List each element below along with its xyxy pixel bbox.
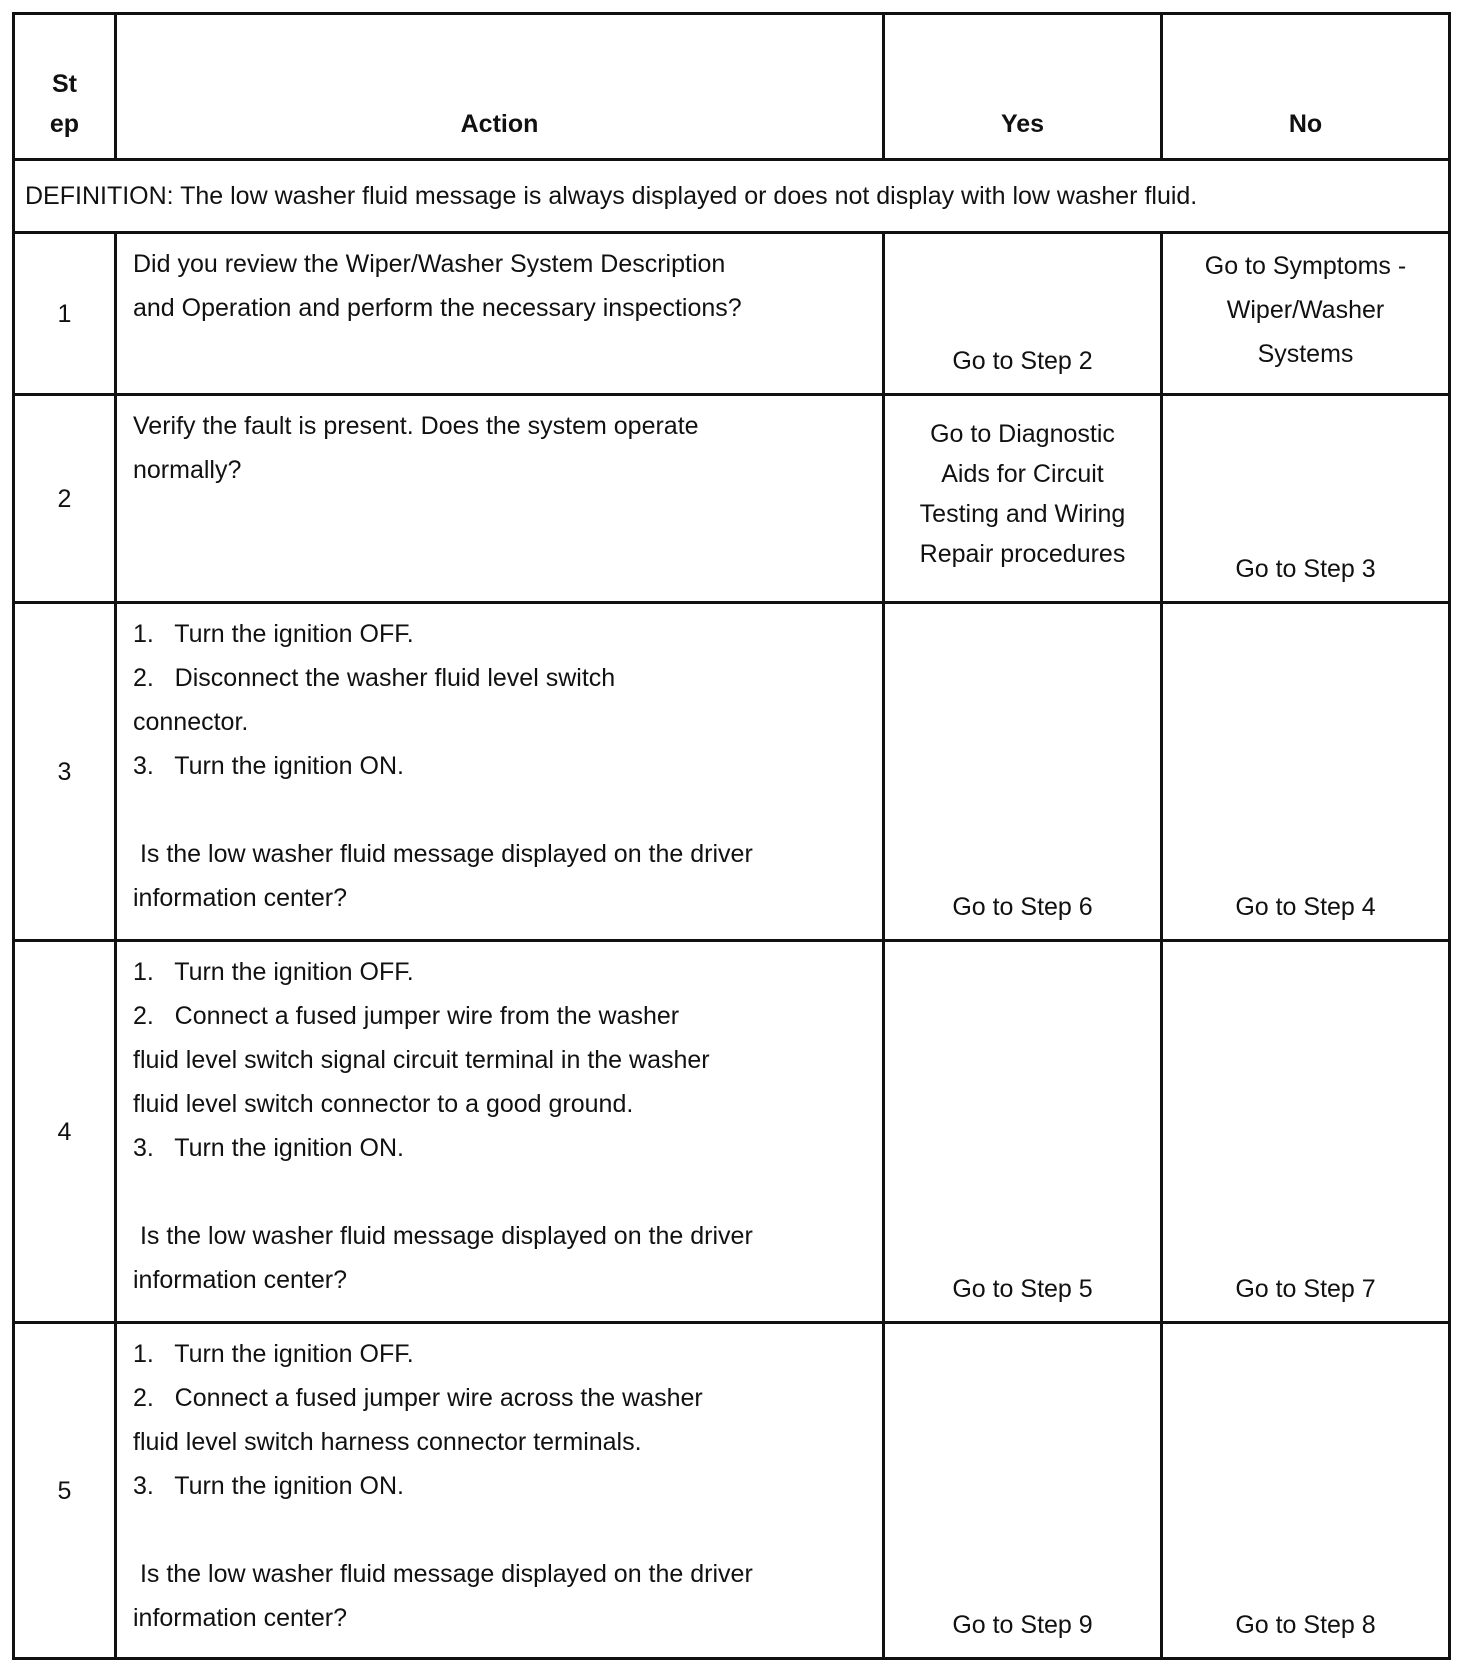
no-cell [1162, 941, 1450, 1323]
no-text: Go to Step 7 [1235, 1275, 1376, 1303]
header-step-line: ep [49, 110, 80, 138]
diagnostic-table [12, 12, 1451, 1660]
action-line: 2. Connect a fused jumper wire from the washer [133, 1002, 680, 1030]
action-line: and Operation and perform the necessary inspections? [133, 294, 742, 322]
step-number: 2 [14, 395, 116, 603]
action-line [133, 1170, 866, 1214]
action-line: 3. Turn the ignition ON. [133, 1472, 404, 1500]
action-line: information center? [133, 884, 348, 912]
table-row [14, 395, 1450, 603]
yes-text: Go to Diagnostic [930, 420, 1115, 448]
no-cell [1162, 603, 1450, 941]
action-cell [116, 395, 884, 603]
no-text: Go to Step 3 [1235, 555, 1376, 583]
action-line: normally? [133, 456, 242, 484]
action-line: 2. Disconnect the washer fluid level switch [133, 664, 616, 692]
definition-row [14, 160, 1450, 233]
header-row [14, 14, 1450, 160]
header-action: Action [116, 14, 884, 160]
yes-cell [884, 603, 1162, 941]
step-number: 3 [14, 603, 116, 941]
definition-text: DEFINITION: The low washer fluid message is always displayed or does not display with low washer fluid. [14, 160, 1450, 233]
step-number: 5 [14, 1323, 116, 1659]
action-line [133, 1508, 866, 1552]
yes-cell [884, 941, 1162, 1323]
action-line: information center? [133, 1604, 348, 1632]
no-text: Systems [1257, 340, 1354, 368]
action-line: 1. Turn the ignition OFF. [133, 958, 414, 986]
yes-cell [884, 233, 1162, 395]
no-cell [1162, 233, 1450, 395]
action-cell [116, 1323, 884, 1659]
action-line: Is the low washer fluid message displayed on the driver [133, 840, 753, 868]
action-line: 1. Turn the ignition OFF. [133, 620, 414, 648]
header-step [14, 14, 116, 160]
action-line: 1. Turn the ignition OFF. [133, 1340, 414, 1368]
yes-text: Go to Step 6 [952, 893, 1093, 921]
table-row [14, 941, 1450, 1323]
action-line: Did you review the Wiper/Washer System Description [133, 250, 726, 278]
action-line: information center? [133, 1266, 348, 1294]
yes-text: Aids for Circuit [941, 460, 1104, 488]
yes-cell [884, 1323, 1162, 1659]
action-line: 2. Connect a fused jumper wire across the washer [133, 1384, 703, 1412]
no-text: Go to Symptoms - [1204, 252, 1407, 280]
action-line: 3. Turn the ignition ON. [133, 752, 404, 780]
header-yes: Yes [884, 14, 1162, 160]
action-cell [116, 603, 884, 941]
action-cell [116, 233, 884, 395]
action-line: connector. [133, 708, 249, 736]
yes-text: Go to Step 5 [952, 1275, 1093, 1303]
no-cell [1162, 395, 1450, 603]
action-line [133, 788, 866, 832]
action-line: fluid level switch harness connector terminals. [133, 1428, 642, 1456]
no-text: Go to Step 4 [1235, 893, 1376, 921]
no-cell [1162, 1323, 1450, 1659]
table-row [14, 233, 1450, 395]
table-row [14, 1323, 1450, 1659]
action-line: Verify the fault is present. Does the system operate [133, 412, 699, 440]
yes-text: Go to Step 2 [952, 347, 1093, 375]
yes-text: Testing and Wiring [919, 500, 1126, 528]
no-text: Wiper/Washer [1226, 296, 1385, 324]
yes-cell [884, 395, 1162, 603]
table-row [14, 603, 1450, 941]
action-line: fluid level switch connector to a good ground. [133, 1090, 634, 1118]
yes-text: Repair procedures [919, 540, 1126, 568]
yes-text: Go to Step 9 [952, 1611, 1093, 1639]
step-number: 4 [14, 941, 116, 1323]
step-number: 1 [14, 233, 116, 395]
action-line: Is the low washer fluid message displayed on the driver [133, 1560, 753, 1588]
action-cell [116, 941, 884, 1323]
action-line: Is the low washer fluid message displayed on the driver [133, 1222, 753, 1250]
header-step-line: St [52, 70, 77, 98]
action-line: 3. Turn the ignition ON. [133, 1134, 404, 1162]
no-text: Go to Step 8 [1235, 1611, 1376, 1639]
header-no: No [1162, 14, 1450, 160]
action-line: fluid level switch signal circuit terminal in the washer [133, 1046, 710, 1074]
